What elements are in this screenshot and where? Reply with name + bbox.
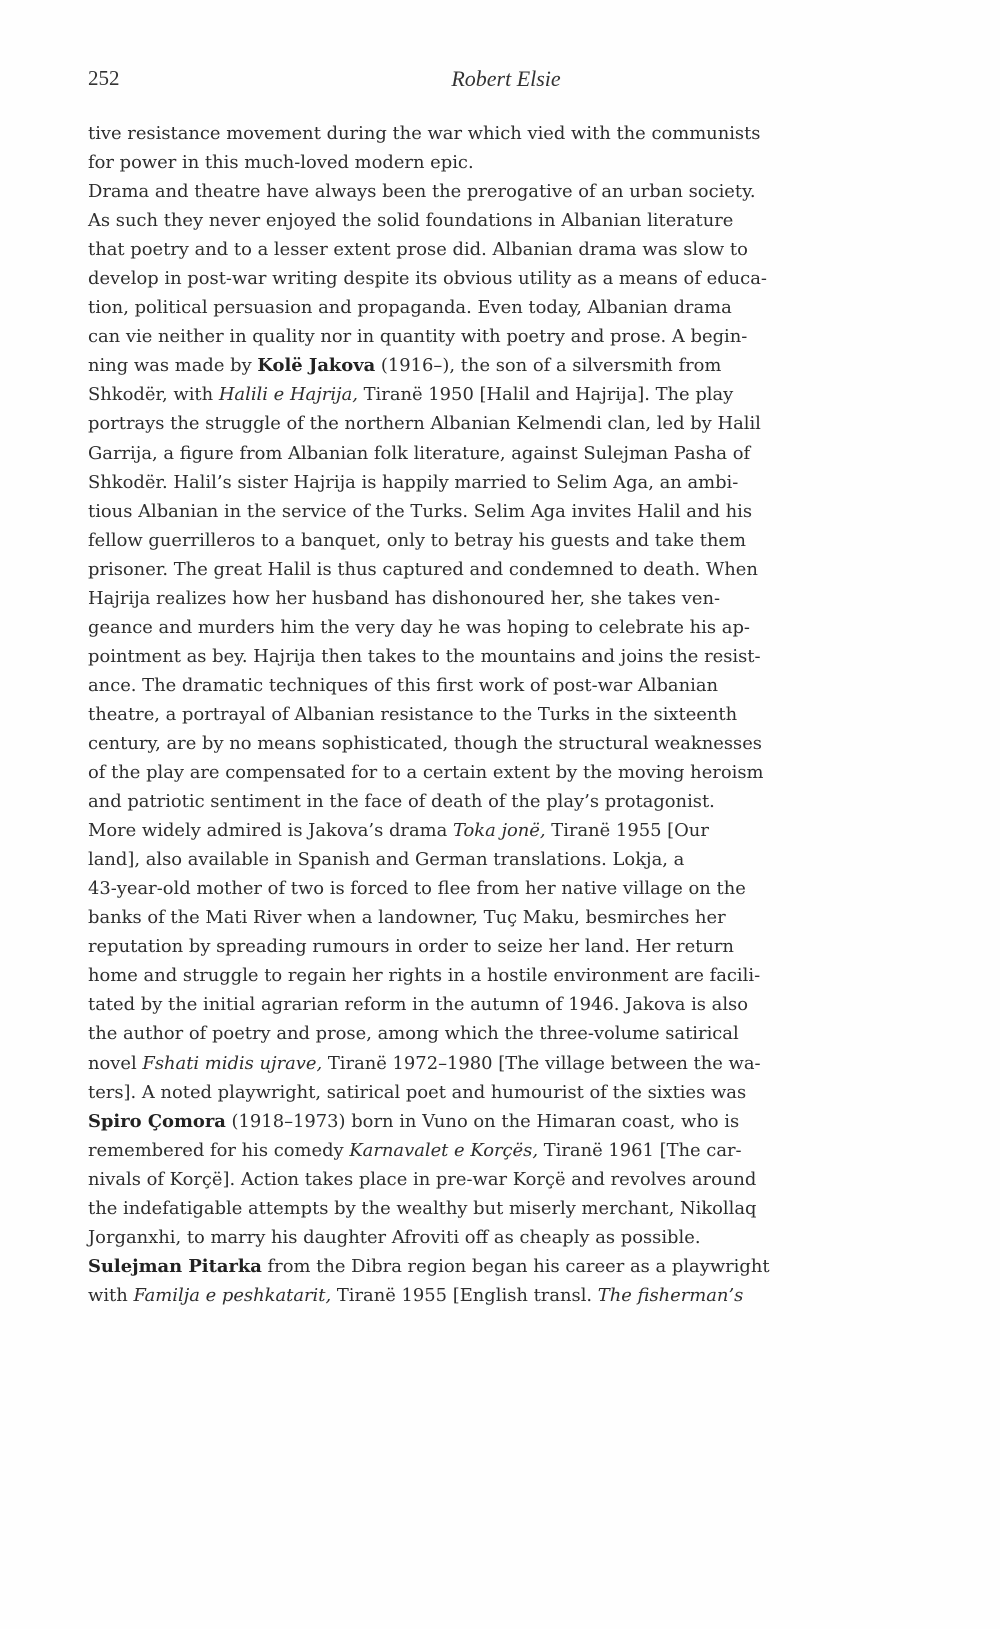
text-line: [88, 119, 924, 148]
text-run: Hajrija realizes how her husband has dishonoured her, she takes ven-: [88, 587, 721, 609]
text-line: [88, 206, 924, 235]
author-name: Spiro Çomora: [88, 1110, 226, 1132]
text-run: Shkodër, with: [88, 384, 219, 406]
text-line: [88, 322, 924, 351]
text-line: [88, 439, 924, 468]
text-line: [88, 555, 924, 584]
text-run: the author of poetry and prose, among which the three-volume satirical: [88, 1023, 739, 1045]
author-name: Kolë Jakova: [257, 355, 376, 377]
text-run: Tiranë 1955 [English transl.: [331, 1284, 598, 1306]
text-run: Garrija, a figure from Albanian folk literature, against Sulejman Pasha of: [88, 442, 751, 464]
work-title: Halili e Hajrija,: [218, 384, 358, 406]
text-line: [88, 1078, 924, 1107]
work-title: Fshati midis ujrave,: [142, 1052, 323, 1074]
text-run: of the play are compensated for to a certain extent by the moving heroism: [88, 762, 764, 784]
text-run: theatre, a portrayal of Albanian resistance to the Turks in the sixteenth: [88, 703, 738, 725]
text-line: [88, 1281, 924, 1310]
text-run: Shkodër. Halil’s sister Hajrija is happily married to Selim Aga, an ambi-: [88, 471, 739, 493]
text-line: [88, 380, 924, 409]
text-line: [88, 671, 924, 700]
text-run: the indefatigable attempts by the wealthy but miserly merchant, Nikollaq: [88, 1197, 757, 1219]
text-line: [88, 700, 924, 729]
text-line: [88, 787, 924, 816]
text-line: [88, 351, 924, 380]
text-run: As such they never enjoyed the solid foundations in Albanian literature: [88, 210, 734, 232]
text-run: for power in this much-loved modern epic.: [88, 152, 474, 174]
work-title: Familja e peshkatarit,: [133, 1284, 332, 1306]
text-line: [88, 526, 924, 555]
text-line: [88, 961, 924, 990]
text-line: [88, 729, 924, 758]
text-line: [88, 845, 924, 874]
text-line: [88, 177, 924, 206]
body-text: [88, 119, 924, 1310]
text-run: with: [88, 1284, 134, 1306]
running-head: Robert Elsie: [451, 66, 561, 91]
text-run: (1918–1973) born in Vuno on the Himaran coast, who is: [225, 1110, 740, 1132]
text-line: [88, 1194, 924, 1223]
text-run: remembered for his comedy: [88, 1139, 350, 1161]
text-run: Tiranë 1961 [The car-: [538, 1139, 742, 1161]
text-run: reputation by spreading rumours in order to seize her land. Her return: [88, 936, 734, 958]
text-run: tion, political persuasion and propaganda. Even today, Albanian drama: [88, 297, 732, 319]
text-line: [88, 613, 924, 642]
text-run: Drama and theatre have always been the prerogative of an urban society.: [88, 181, 756, 203]
text-line: [88, 409, 924, 438]
text-run: Tiranë 1972–1980 [The village between the wa-: [322, 1052, 761, 1074]
text-run: More widely admired is Jakova’s drama: [88, 820, 453, 842]
text-run: nivals of Korçë]. Action takes place in pre-war Korçë and revolves around: [88, 1168, 757, 1190]
text-run: Tiranë 1950 [Halil and Hajrija]. The play: [357, 384, 734, 406]
text-run: fellow guerrilleros to a banquet, only to betray his guests and take them: [88, 529, 746, 551]
text-line: [88, 1136, 924, 1165]
text-run: can vie neither in quality nor in quantity with poetry and prose. A begin-: [88, 326, 748, 348]
text-run: tated by the initial agrarian reform in the autumn of 1946. Jakova is also: [88, 994, 748, 1016]
text-run: Jorganxhi, to marry his daughter Afroviti off as cheaply as possible.: [88, 1226, 701, 1248]
text-run: Tiranë 1955 [Our: [545, 820, 709, 842]
text-line: [88, 148, 924, 177]
text-run: home and struggle to regain her rights in a hostile environment are facili-: [88, 965, 761, 987]
page-number: 252: [88, 66, 120, 90]
text-run: ning was made by: [88, 355, 258, 377]
text-line: [88, 293, 924, 322]
text-run: ance. The dramatic techniques of this first work of post-war Albanian: [88, 674, 719, 696]
text-run: tive resistance movement during the war which vied with the communists: [88, 123, 761, 144]
text-line: [88, 1252, 924, 1281]
text-run: pointment as bey. Hajrija then takes to the mountains and joins the resist-: [88, 645, 761, 667]
text-run: that poetry and to a lesser extent prose did. Albanian drama was slow to: [88, 239, 748, 261]
text-line: [88, 264, 924, 293]
text-run: (1916–), the son of a silversmith from: [375, 355, 722, 377]
text-run: geance and murders him the very day he was hoping to celebrate his ap-: [88, 616, 750, 638]
text-run: land], also available in Spanish and German translations. Lokja, a: [88, 849, 685, 871]
text-run: novel: [88, 1052, 143, 1074]
author-name: Sulejman Pitarka: [88, 1255, 262, 1277]
text-run: and patriotic sentiment in the face of death of the play’s protagonist.: [88, 791, 715, 813]
text-run: century, are by no means sophisticated, though the structural weaknesses: [88, 732, 762, 754]
text-run: prisoner. The great Halil is thus captured and condemned to death. When: [88, 558, 758, 580]
text-line: [88, 903, 924, 932]
text-run: tious Albanian in the service of the Turks. Selim Aga invites Halil and his: [88, 500, 753, 522]
text-run: portrays the struggle of the northern Albanian Kelmendi clan, led by Halil: [88, 413, 761, 435]
text-line: [88, 932, 924, 961]
work-title: The fisherman’s: [597, 1284, 744, 1306]
text-line: [88, 235, 924, 264]
text-line: [88, 990, 924, 1019]
text-line: [88, 642, 924, 671]
text-line: [88, 1223, 924, 1252]
text-line: [88, 816, 924, 845]
work-title: Toka jonë,: [452, 820, 546, 842]
text-run: 43-year-old mother of two is forced to flee from her native village on the: [88, 878, 746, 900]
text-run: from the Dibra region began his career as a playwright: [261, 1255, 770, 1277]
text-run: ters]. A noted playwright, satirical poet and humourist of the sixties was: [88, 1081, 747, 1103]
text-line: [88, 1049, 924, 1078]
text-line: [88, 758, 924, 787]
text-line: [88, 584, 924, 613]
work-title: Karnavalet e Korçës,: [349, 1139, 539, 1161]
text-line: [88, 874, 924, 903]
text-line: [88, 1019, 924, 1048]
text-line: [88, 468, 924, 497]
text-line: [88, 497, 924, 526]
text-line: [88, 1165, 924, 1194]
text-run: develop in post-war writing despite its obvious utility as a means of educa-: [88, 268, 767, 290]
text-line: [88, 1107, 924, 1136]
page-header: [88, 66, 924, 96]
text-run: banks of the Mati River when a landowner, Tuç Maku, besmirches her: [88, 907, 726, 929]
